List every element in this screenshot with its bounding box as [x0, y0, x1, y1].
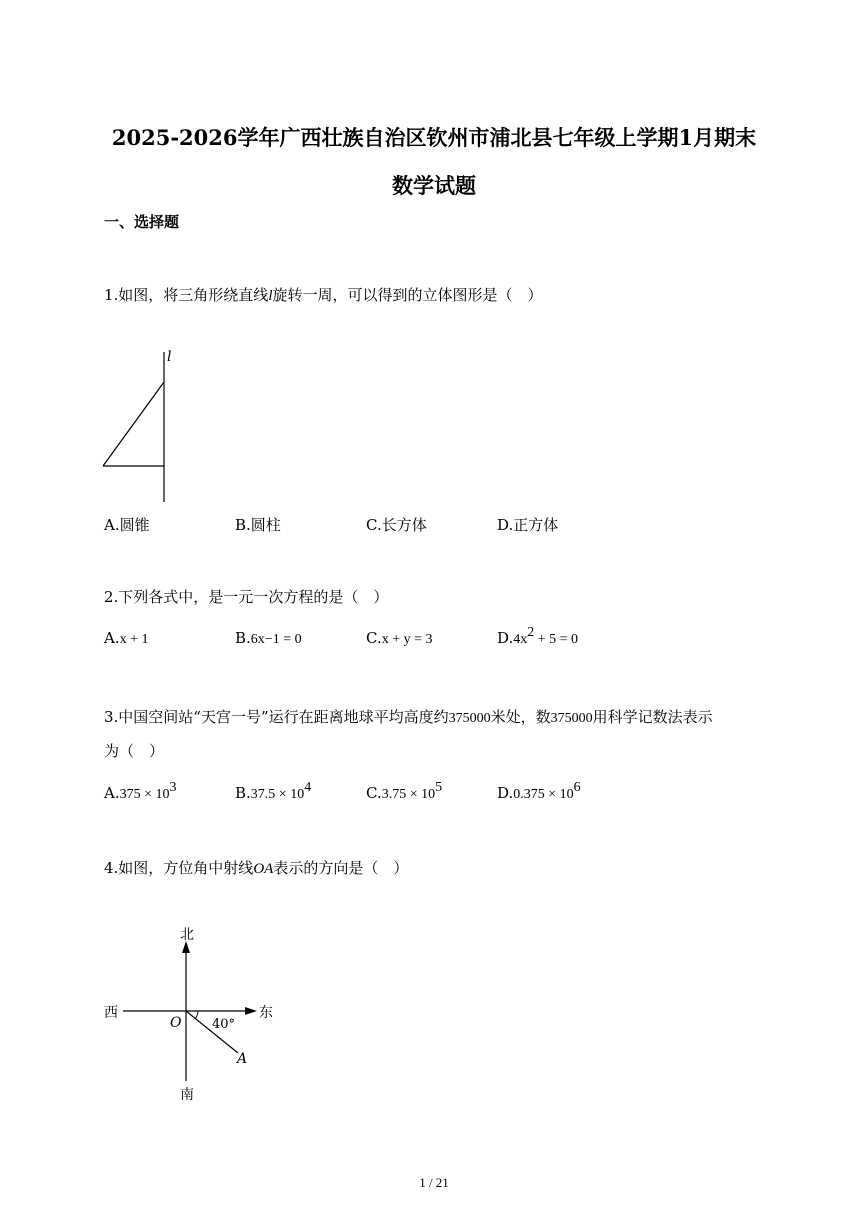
q2-option-a: A.x + 1: [104, 629, 149, 647]
axis-label: l: [167, 349, 172, 365]
point-a-label: A: [237, 1051, 248, 1067]
north-label: 北: [180, 927, 194, 943]
q1-option-c: C.长方体: [366, 516, 427, 534]
origin-label: O: [170, 1015, 182, 1031]
question-2-text: 2.下列各式中，是一元一次方程的是（ ）: [104, 588, 389, 606]
ray-variable: OA: [253, 861, 274, 877]
question-3-line2: 为（ ）: [104, 742, 165, 760]
question-3-line1: 3.中国空间站“天宫一号”运行在距离地球平均高度约375000米处，数375000用科学记数法表示: [104, 708, 713, 726]
line-variable: l: [268, 288, 273, 304]
angle-label: 40°: [212, 1017, 236, 1032]
east-label: 东: [259, 1005, 273, 1021]
q3-option-d: $D.0.375 \times 10^6$: [497, 780, 581, 802]
q2-option-c: C.x + y = 3: [366, 629, 433, 647]
question-4-text: 4.如图，方位角中射线OA表示的方向是（ ）: [104, 859, 409, 877]
triangle-rotation-figure: [95, 345, 185, 510]
compass-figure: [95, 915, 295, 1110]
triangle-hypotenuse: [103, 382, 164, 466]
question-1-text: 1.如图，将三角形绕直线l旋转一周，可以得到的立体图形是（ ）: [104, 286, 543, 304]
page-number: 1 / 21: [419, 1175, 449, 1190]
document-title-line1: 2025-2026学年广西壮族自治区钦州市浦北县七年级上学期1月期末: [111, 125, 757, 150]
angle-arc: [195, 1011, 198, 1019]
q3-option-c: $C.3.75 \times 10^5$: [366, 780, 443, 802]
section-heading: 一、选择题: [104, 213, 180, 231]
q2-option-b: B.6x−1 = 0: [235, 629, 302, 647]
q1-option-b: B.圆柱: [235, 516, 281, 534]
east-arrow: [245, 1007, 257, 1015]
west-label: 西: [104, 1005, 118, 1021]
q3-option-b: $B.37.5 \times 10^4$: [235, 780, 312, 802]
q2-option-d: $D.4x^2 + 5 = 0$: [497, 625, 579, 647]
q1-option-d: D.正方体: [497, 516, 559, 534]
q1-option-a: A.圆锥: [104, 516, 150, 534]
document-title-line2: 数学试题: [392, 173, 476, 198]
south-label: 南: [180, 1087, 194, 1103]
q3-option-a: $A.375 \times 10^3$: [104, 780, 177, 802]
